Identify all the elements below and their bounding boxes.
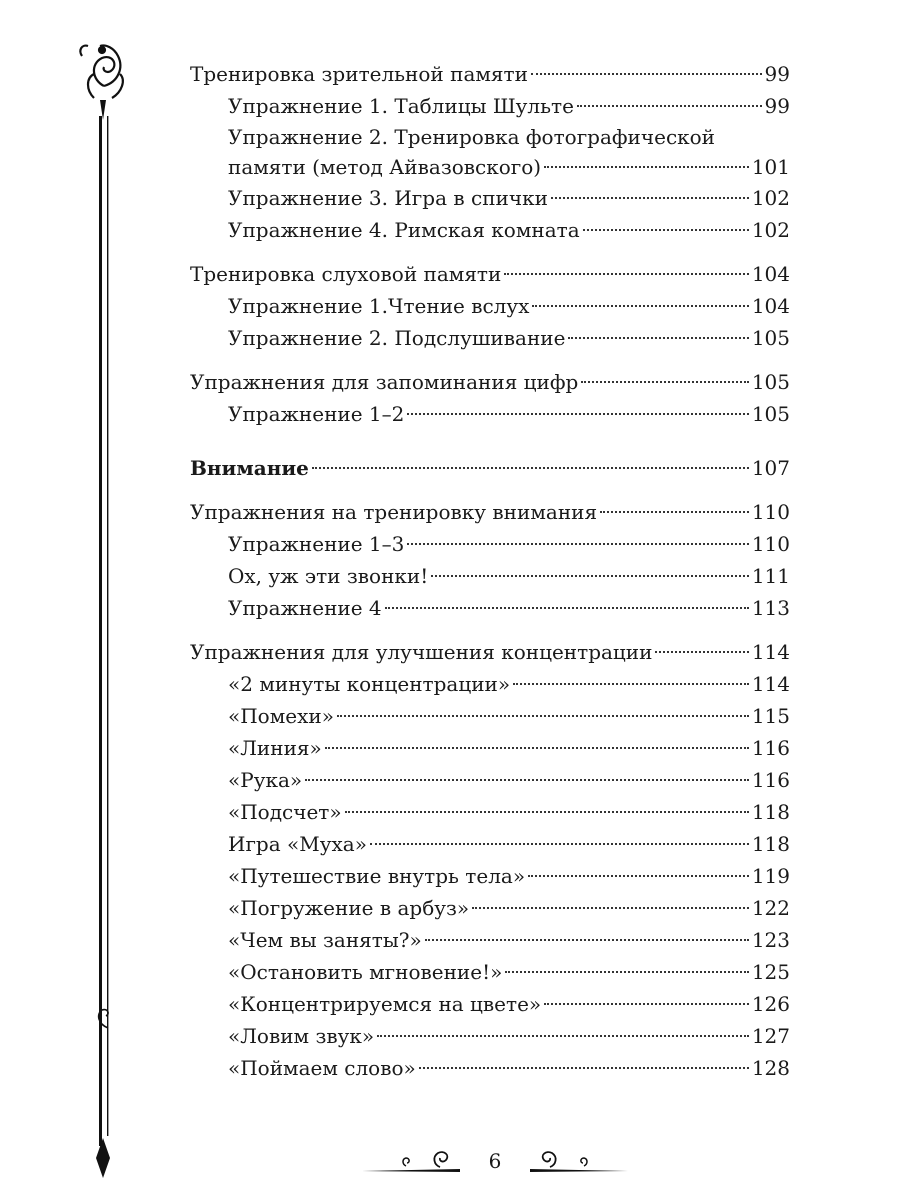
toc-item-entry[interactable]	[190, 988, 790, 1020]
toc-entry-page: 105	[751, 402, 790, 426]
toc-item-entry[interactable]	[190, 528, 790, 560]
toc-entry-page: 107	[751, 456, 790, 480]
toc-section-entry[interactable]	[190, 366, 790, 398]
toc-entry-title: Тренировка слуховой памяти	[190, 262, 502, 286]
toc-entry-page: 110	[751, 532, 790, 556]
toc-section-entry[interactable]	[190, 636, 790, 668]
toc-entry-page: 122	[751, 896, 790, 920]
toc-chapter-title: Внимание	[190, 456, 309, 480]
toc-item-entry[interactable]	[190, 828, 790, 860]
dot-leader	[472, 907, 749, 909]
dot-leader	[568, 337, 748, 339]
toc-entry-page: 99	[764, 62, 790, 86]
dot-leader	[655, 651, 748, 653]
toc-entry-title: Упражнения для запоминания цифр	[190, 370, 579, 394]
toc-item-entry[interactable]	[190, 668, 790, 700]
toc-entry-title: Упражнение 4	[228, 596, 382, 620]
dot-leader	[513, 683, 749, 685]
toc-entry-page: 110	[751, 500, 790, 524]
dot-leader	[583, 229, 749, 231]
dot-leader	[600, 511, 749, 513]
toc-item-entry[interactable]	[190, 764, 790, 796]
left-border-ornament-icon	[72, 28, 142, 1178]
toc-entry-title: «Помехи»	[228, 704, 334, 728]
toc-section-entry[interactable]	[190, 58, 790, 90]
toc-entry-page: 115	[751, 704, 790, 728]
toc-entry-title-line2: памяти (метод Айвазовского)	[228, 155, 542, 179]
toc-item-entry[interactable]	[190, 1052, 790, 1084]
toc-entry-title: Упражнение 1–3	[228, 532, 405, 556]
toc-section-entry[interactable]	[190, 258, 790, 290]
toc-entry-title: Ох, уж эти звонки!	[228, 564, 429, 588]
toc-entry-page: 114	[751, 672, 790, 696]
toc-entry-page: 118	[751, 832, 790, 856]
toc-item-entry[interactable]	[190, 214, 790, 246]
dot-leader	[407, 413, 748, 415]
toc-item-entry[interactable]	[190, 956, 790, 988]
dot-leader	[504, 273, 748, 275]
toc-entry-page: 123	[751, 928, 790, 952]
toc-item-entry[interactable]	[190, 560, 790, 592]
toc-section-entry[interactable]	[190, 496, 790, 528]
toc-entry-page: 102	[751, 218, 790, 242]
dot-leader	[325, 747, 749, 749]
toc-entry-page: 116	[751, 768, 790, 792]
toc-entry-page: 113	[751, 596, 790, 620]
toc-entry-page: 118	[751, 800, 790, 824]
toc-entry-title: Упражнение 3. Игра в спички	[228, 186, 548, 210]
toc-entry-title: Упражнение 2. Подслушивание	[228, 326, 566, 350]
toc-item-entry[interactable]	[190, 398, 790, 430]
dot-leader	[385, 607, 749, 609]
toc-entry-title-line1: Упражнение 2. Тренировка фотографической	[228, 125, 716, 149]
dot-leader	[551, 197, 749, 199]
toc-entry-title: «Ловим звук»	[228, 1024, 375, 1048]
toc-entry-title: Упражнение 1.Чтение вслух	[228, 294, 530, 318]
toc-item-entry[interactable]	[190, 700, 790, 732]
dot-leader	[544, 1003, 749, 1005]
dot-leader	[419, 1067, 749, 1069]
toc-entry-title: «Поймаем слово»	[228, 1056, 416, 1080]
toc-entry-title: Упражнение 1–2	[228, 402, 405, 426]
toc-entry-title: «Концентрируемся на цвете»	[228, 992, 542, 1016]
toc-item-entry[interactable]	[190, 732, 790, 764]
dot-leader	[431, 575, 749, 577]
dot-leader	[370, 843, 749, 845]
toc-item-entry[interactable]	[190, 592, 790, 624]
toc-entry-title: «Путешествие внутрь тела»	[228, 864, 526, 888]
toc-entry-page: 127	[751, 1024, 790, 1048]
toc-item-entry[interactable]	[190, 892, 790, 924]
dot-leader	[581, 381, 748, 383]
footer-left-ornament-icon	[360, 1147, 470, 1177]
toc-entry-page: 105	[751, 370, 790, 394]
toc-entry-title: Упражнения для улучшения концентрации	[190, 640, 653, 664]
toc-item-entry[interactable]	[190, 90, 790, 122]
toc-entry-page: 114	[751, 640, 790, 664]
toc-entry-title: «Остановить мгновение!»	[228, 960, 503, 984]
toc-item-entry[interactable]	[190, 860, 790, 892]
toc-entry-page: 125	[751, 960, 790, 984]
toc-chapter-entry[interactable]	[190, 452, 790, 484]
toc-item-entry[interactable]	[190, 322, 790, 354]
toc-entry-title: «2 минуты концентрации»	[228, 672, 511, 696]
toc-entry-title: «Подсчет»	[228, 800, 342, 824]
toc-entry-page: 116	[751, 736, 790, 760]
dot-leader	[345, 811, 749, 813]
toc-item-entry[interactable]	[190, 924, 790, 956]
toc-entry-title: «Чем вы заняты?»	[228, 928, 422, 952]
page-number: 6	[488, 1149, 502, 1173]
toc-entry-title: Упражнение 1. Таблицы Шульте	[228, 94, 574, 118]
toc-entry-title: Игра «Муха»	[228, 832, 367, 856]
footer-right-ornament-icon	[520, 1147, 630, 1177]
toc-entry-title: «Линия»	[228, 736, 322, 760]
dot-leader	[577, 105, 762, 107]
toc-entry-page: 111	[751, 564, 790, 588]
toc-entry-page: 104	[751, 262, 790, 286]
dot-leader	[305, 779, 749, 781]
toc-entry-page: 126	[751, 992, 790, 1016]
toc-entry-title: «Погружение в арбуз»	[228, 896, 470, 920]
toc-item-entry[interactable]	[190, 182, 790, 214]
toc-entry-page: 128	[751, 1056, 790, 1080]
toc-entry-page: 99	[764, 94, 790, 118]
dot-leader	[505, 971, 748, 973]
toc-entry-title: Упражнение 4. Римская комната	[228, 218, 580, 242]
dot-leader	[377, 1035, 749, 1037]
toc-entry-title: Тренировка зрительной памяти	[190, 62, 528, 86]
dot-leader	[528, 875, 749, 877]
toc-item-entry[interactable]	[190, 796, 790, 828]
toc-entry-page: 102	[751, 186, 790, 210]
dot-leader	[532, 305, 748, 307]
toc-item-entry[interactable]	[190, 1020, 790, 1052]
dot-leader	[531, 73, 762, 75]
dot-leader	[312, 467, 749, 469]
dot-leader	[425, 939, 749, 941]
toc-entry-title: «Рука»	[228, 768, 303, 792]
toc-entry-page: 104	[751, 294, 790, 318]
page-footer	[0, 1143, 900, 1183]
toc-item-entry[interactable]	[190, 122, 790, 182]
toc-entry-title: Упражнения на тренировку внимания	[190, 500, 598, 524]
dot-leader	[544, 166, 749, 168]
table-of-contents	[190, 58, 790, 1084]
dot-leader	[337, 715, 749, 717]
toc-entry-page: 105	[751, 326, 790, 350]
toc-entry-page: 119	[751, 864, 790, 888]
toc-entry-page: 101	[751, 155, 790, 179]
dot-leader	[407, 543, 748, 545]
toc-item-entry[interactable]	[190, 290, 790, 322]
